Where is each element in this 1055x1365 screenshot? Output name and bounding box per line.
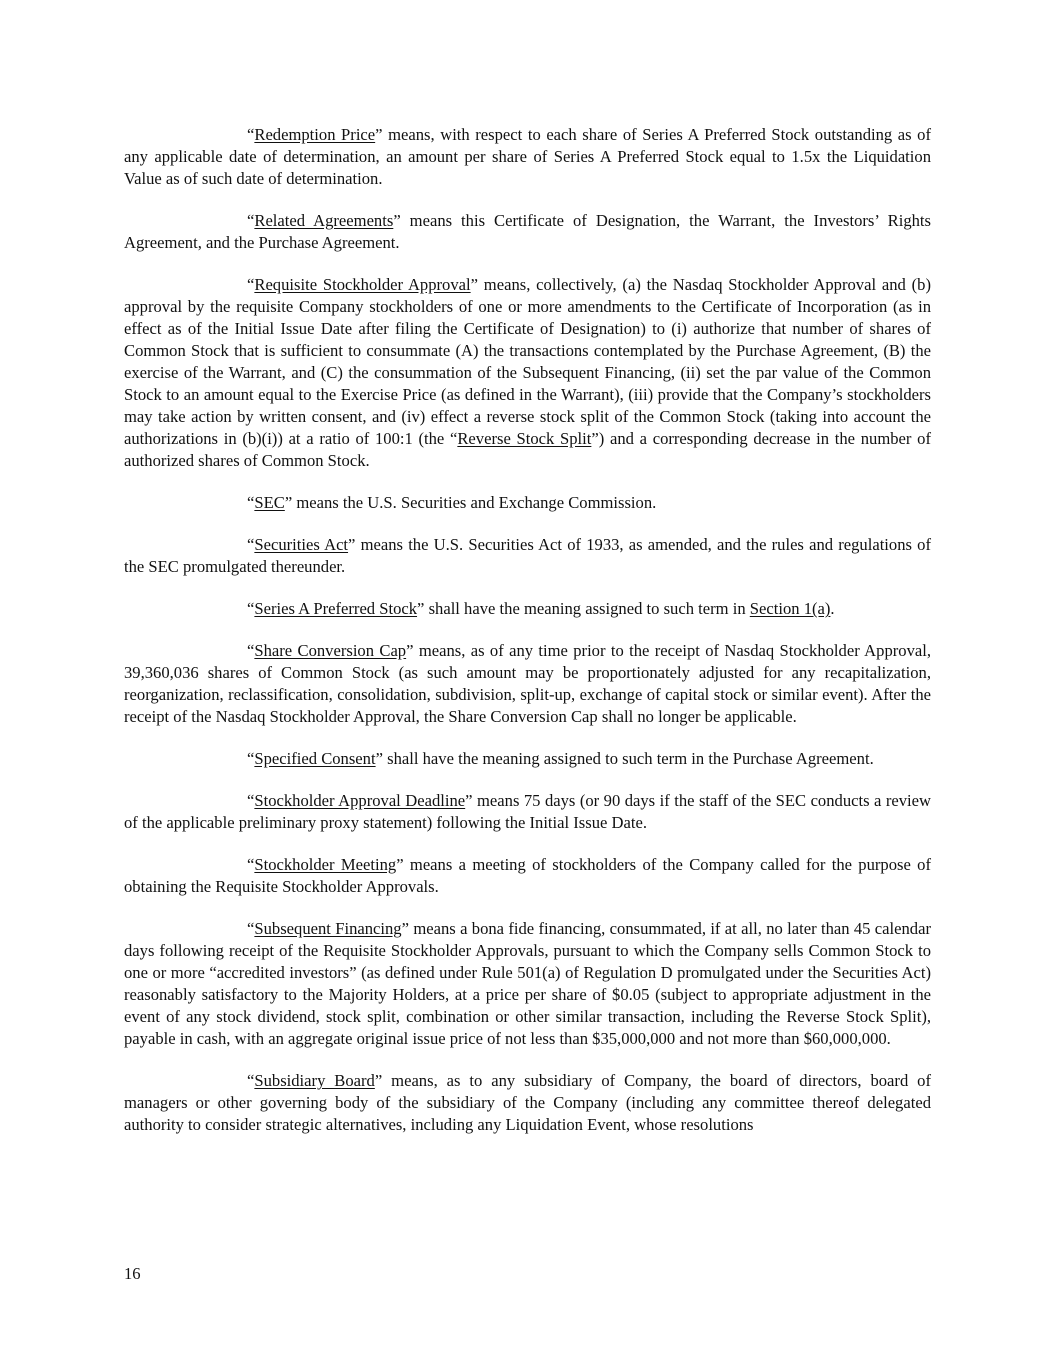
definition-related-agreements: “Related Agreements” means this Certificate of Designation, the Warrant, the Investors’ Rights Agreement, and the Purchase Agreement. [124,211,931,252]
definition-text: means a bona fide financing, consummated, if at all, no later than 45 calendar days following receipt of the Requisite Stockholder Approvals, pursuant to which the Company sells Common Stock to one or more “accredited investors” (as defined under Rule 501(a) of Regulation D promulgated under the Securities Act) reasonably satisfactory to the Majority Holders, at a price per share of $0.05 (subject to appropriate adjustment in the event of any stock dividend, stock split, combination or other similar transaction, including the Reverse Stock Split), payable in cash, with an aggregate original issue price of not less than $35,000,000 and not more than $60,000,000. [124,919,931,1048]
definition-text: shall have the meaning assigned to such term in the Purchase Agreement. [382,749,874,768]
definition-text: shall have the meaning assigned to such term in [424,599,750,618]
definition-securities-act: “Securities Act” means the U.S. Securities Act of 1933, as amended, and the rules and regulations of the SEC promulgated thereunder. [124,535,931,576]
definition-text: means a meeting of stockholders of the Company called for the purpose of obtaining the Requisite Stockholder Approvals. [124,855,931,896]
defined-term: Related Agreements [254,211,394,230]
definition-sec: “SEC” means the U.S. Securities and Exchange Commission. [247,493,657,512]
defined-term: Redemption Price [254,125,376,144]
definition-redemption-price: “Redemption Price” means, with respect to each share of Series A Preferred Stock outstanding as of any applicable date of determination, an amount per share of Series A Preferred Stock equal to 1.5x the Liquidation Value as of such date of determination. [124,125,931,188]
defined-term: SEC [254,493,285,512]
definition-share-conversion-cap: “Share Conversion Cap” means, as of any time prior to the receipt of Nasdaq Stockholder Approval, 39,360,036 shares of Common Stock (as such amount may be proportionately adjusted for any recapitalization, reorganization, reclassification, consolidation, subdivision, split-up, exchange of capital stock or similar event). After the receipt of the Nasdaq Stockholder Approval, the Share Conversion Cap shall no longer be applicable. [124,641,931,726]
definition-text: means 75 days (or 90 days if the staff of the SEC conducts a review of the applicable preliminary proxy statement) following the Initial Issue Date. [124,791,932,832]
defined-term: Share Conversion Cap [254,641,407,660]
page-number: 16 [124,1264,141,1283]
defined-term: Subsidiary Board [254,1071,375,1090]
definition-text: means, as to any subsidiary of Company, the board of directors, board of managers or other governing body of the subsidiary of the Company (including any committee thereof delegated authority to consider strategic alternatives, including any Liquidation Event, whose resolutions [124,1071,931,1134]
definition-requisite-stockholder-approval: “Requisite Stockholder Approval” means, collectively, (a) the Nasdaq Stockholder Approval and (b) approval by the requisite Company stockholders of one or more amendments to the Certificate of Incorporation (as in effect as of the Initial Issue Date after filing the Certificate of Designation) to (i) authorize that number of shares of Common Stock that is sufficient to consummate (A) the transactions contemplated by the Purchase Agreement, (B) the exercise of the Warrant, and (C) the consummation of the Subsequent Financing, (ii) set the par value of the Common Stock to an amount equal to the Exercise Price (as defined in the Warrant), (iii) provide that the Company’s stockholders may take action by written consent, and (iv) effect a reverse stock split of the Common Stock (taking into account the authorizations in (b)(i)) at a ratio of 100:1 (the “Reverse Stock Split”) and a corresponding decrease in the number of authorized shares of Common Stock. [124,275,931,470]
definition-subsidiary-board: “Subsidiary Board” means, as to any subsidiary of Company, the board of directors, board of managers or other governing body of the subsidiary of the Company (including any committee thereof delegated authority to consider strategic alternatives, including any Liquidation Event, whose resolutions [124,1071,931,1134]
definition-text: means, with respect to each share of Series A Preferred Stock outstanding as of any applicable date of determination, an amount per share of Series A Preferred Stock equal to 1.5x the Liquidation Value as of such date of determination. [124,125,931,188]
definition-text: means the U.S. Securities Act of 1933, as amended, and the rules and regulations of the SEC promulgated thereunder. [124,535,931,576]
definition-specified-consent: “Specified Consent” shall have the meaning assigned to such term in the Purchase Agreement. [247,749,874,768]
definition-stockholder-meeting: “Stockholder Meeting” means a meeting of stockholders of the Company called for the purpose of obtaining the Requisite Stockholder Approvals. [124,855,931,896]
definition-text: means, as of any time prior to the receipt of Nasdaq Stockholder Approval, 39,360,036 shares of Common Stock (as such amount may be proportionately adjusted for any recapitalization, reorganization, reclassification, consolidation, subdivision, split-up, exchange of capital stock or similar event). After the receipt of the Nasdaq Stockholder Approval, the Share Conversion Cap shall no longer be applicable. [124,641,931,726]
definition-text: means, collectively, (a) the Nasdaq Stockholder Approval and (b) approval by the requisite Company stockholders of one or more amendments to the Certificate of Incorporation (as in effect as of the Initial Issue Date after filing the Certificate of Designation) to (i) authorize that number of shares of Common Stock that is sufficient to consummate (A) the transactions contemplated by the Purchase Agreement, (B) the exercise of the Warrant, and (C) the consummation of the Subsequent Financing, (ii) set the par value of the Common Stock to an amount equal to the Exercise Price (as defined in the Warrant), (iii) provide that the Company’s stockholders may take action by written consent, and (iv) effect a reverse stock split of the Common Stock (taking into account the authorizations in (b)(i)) at a ratio of 100:1 (the “ [124,275,931,448]
definition-stockholder-approval-deadline: “Stockholder Approval Deadline” means 75 days (or 90 days if the staff of the SEC conducts a review of the applicable preliminary proxy statement) following the Initial Issue Date. [124,791,932,832]
definition-text-after: . [830,599,835,618]
definition-series-a-preferred-stock: “Series A Preferred Stock” shall have the meaning assigned to such term in Section 1(a). [247,599,835,618]
defined-term: Requisite Stockholder Approval [254,275,471,294]
definition-subsequent-financing: “Subsequent Financing” means a bona fide financing, consummated, if at all, no later than 45 calendar days following receipt of the Requisite Stockholder Approvals, pursuant to which the Company sells Common Stock to one or more “accredited investors” (as defined under Rule 501(a) of Regulation D promulgated under the Securities Act) reasonably satisfactory to the Majority Holders, at a price per share of $0.05 (subject to appropriate adjustment in the event of any stock dividend, stock split, combination or other similar transaction, including the Reverse Stock Split), payable in cash, with an aggregate original issue price of not less than $35,000,000 and not more than $60,000,000. [124,919,931,1048]
definition-text-after: ”) and a corresponding decrease in the number of authorized shares of Common Stock. [124,429,931,470]
definition-text: means the U.S. Securities and Exchange Commission. [292,493,657,512]
section-reference-link[interactable]: Section 1(a) [749,599,831,618]
definition-text: means this Certificate of Designation, the Warrant, the Investors’ Rights Agreement, and the Purchase Agreement. [124,211,931,252]
defined-term: Subsequent Financing [254,919,402,938]
defined-term: Specified Consent [254,749,376,768]
inline-defined-term: Reverse Stock Split [457,429,592,448]
defined-term: Stockholder Meeting [254,855,397,874]
defined-term: Stockholder Approval Deadline [254,791,466,810]
document-page [124,124,931,1136]
defined-term: Securities Act [254,535,349,554]
defined-term: Series A Preferred Stock [254,599,418,618]
